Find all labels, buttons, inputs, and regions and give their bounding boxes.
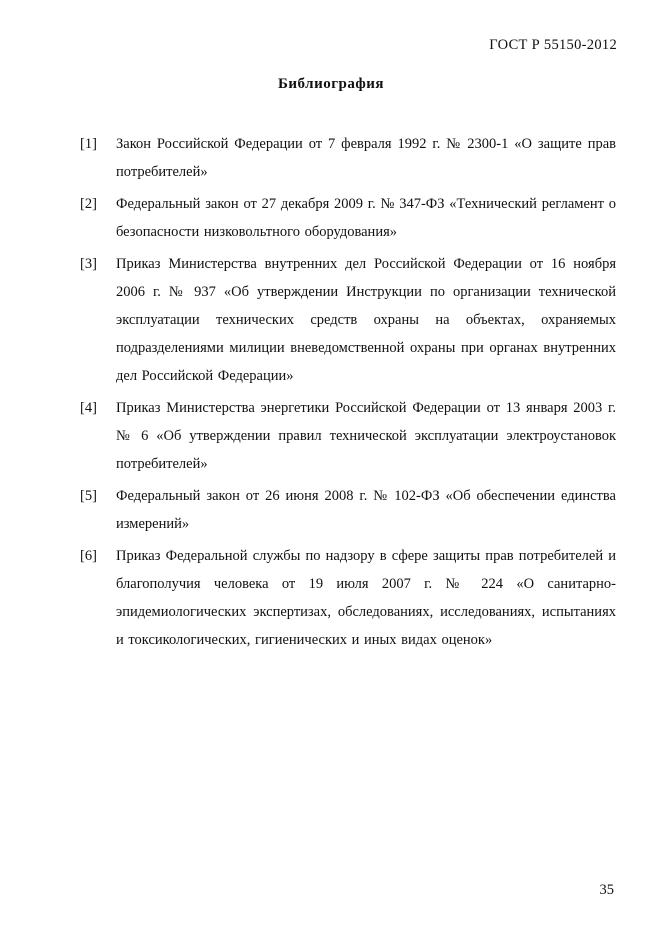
- entry-number: [1]: [80, 136, 97, 152]
- bibliography-entry: [80, 190, 616, 246]
- entry-text: Приказ Министерства внутренних дел Российской Федерации от 16 ноября 2006 г. № 937 «Об утверждении Инструкции по организации технической эксплуатации технических средств охраны на объектах, охраняемых подразделениями милиции вневедомственной охраны при органах внутренних дел Российской Федерации»: [116, 256, 616, 384]
- bibliography-list: [80, 130, 616, 658]
- entry-number: [6]: [80, 548, 97, 564]
- page-title: Библиография: [277, 76, 385, 92]
- entry-text: Приказ Министерства энергетики Российской Федерации от 13 января 2003 г. № 6 «Об утверждении правил технической эксплуатации электроустановок потребителей»: [116, 400, 616, 472]
- entry-number: [5]: [80, 488, 97, 504]
- entry-number: [3]: [80, 256, 97, 272]
- entry-text: Приказ Федеральной службы по надзору в сфере защиты прав потребителей и благополучия человека от 19 июля 2007 г. № 224 «О санитарно-эпидемиологических экспертизах, обследованиях, исследованиях, испытаниях и токсикологических, гигиенических и иных видах оценок»: [116, 548, 616, 648]
- page-number: 35: [599, 882, 614, 898]
- entry-text: Федеральный закон от 26 июня 2008 г. № 102-ФЗ «Об обеспечении единства измерений»: [116, 488, 616, 532]
- entry-text: Федеральный закон от 27 декабря 2009 г. № 347-ФЗ «Технический регламент о безопасности низковольтного оборудования»: [116, 196, 616, 240]
- entry-number: [4]: [80, 400, 97, 416]
- bibliography-entry: [80, 394, 616, 478]
- document-standard-number: ГОСТ Р 55150-2012: [489, 37, 617, 53]
- bibliography-entry: [80, 250, 616, 390]
- bibliography-entry: [80, 130, 616, 186]
- bibliography-entry: [80, 542, 616, 654]
- bibliography-entry: [80, 482, 616, 538]
- entry-number: [2]: [80, 196, 97, 212]
- entry-text: Закон Российской Федерации от 7 февраля 1992 г. № 2300-1 «О защите прав потребителей»: [116, 136, 616, 180]
